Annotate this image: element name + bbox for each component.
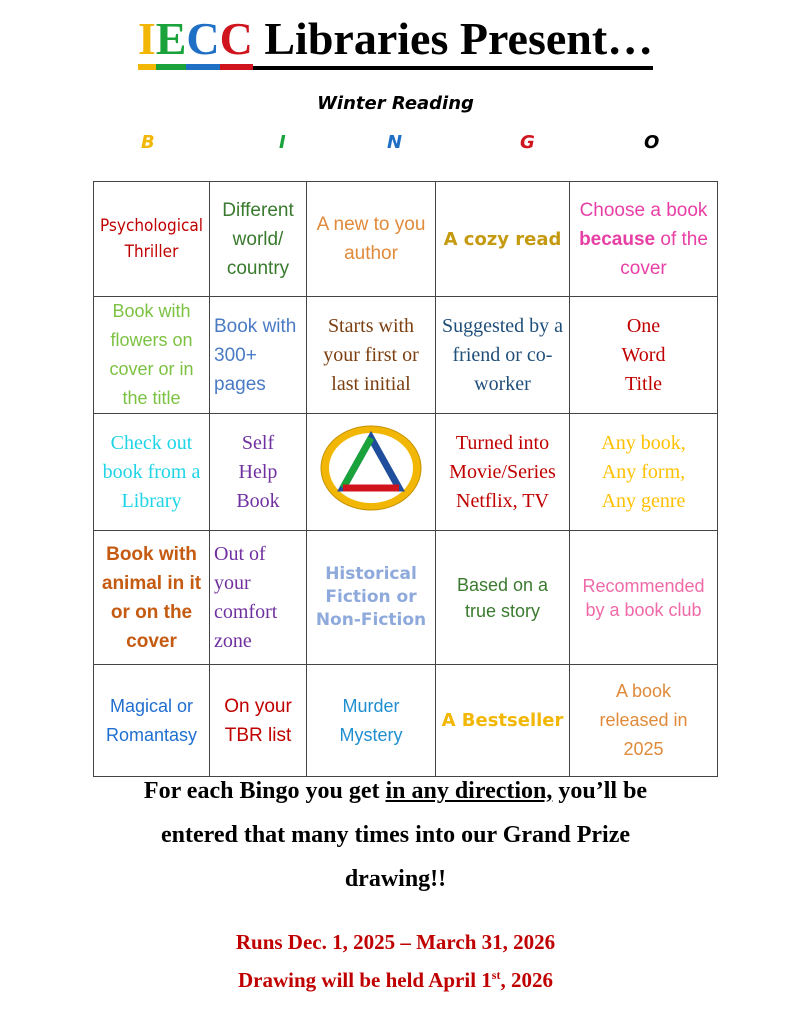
cell-text: Book with 300+ pages — [214, 315, 297, 395]
board-cell — [570, 531, 718, 665]
drawing-text: Drawing will be held April 1 — [238, 968, 492, 992]
subtitle: Winter Reading — [317, 93, 474, 114]
board-row — [94, 531, 718, 665]
board-cell — [94, 414, 210, 531]
iecc-logo-icon — [319, 424, 423, 512]
board-cell — [94, 182, 210, 297]
cell-text: Choose a book — [579, 199, 713, 221]
board-row — [94, 414, 718, 531]
cell-text: Turned into Movie/Series Netflix, TV — [449, 431, 556, 512]
runs-dates: Runs Dec. 1, 2025 – March 31, 2026 — [235, 930, 556, 954]
board-cell — [570, 182, 718, 297]
board-cell — [307, 297, 436, 414]
bingo-letter-i: I — [279, 132, 286, 153]
bingo-rules-line3: drawing!! — [344, 866, 447, 892]
board-cell — [210, 182, 307, 297]
cell-text: Out of your comfort zone — [214, 542, 278, 652]
board-cell — [210, 414, 307, 531]
board-cell — [570, 665, 718, 777]
bingo-rules-line1 — [0, 778, 791, 805]
board-cell — [436, 531, 570, 665]
cell-text: A book released in 2025 — [599, 681, 688, 759]
cell-text: Book with flowers on cover or in the title — [109, 301, 194, 408]
bingo-board — [93, 181, 718, 777]
cell-text: Self Help Book — [236, 431, 280, 512]
bingo-letter-n: N — [387, 132, 403, 153]
board-cell — [436, 182, 570, 297]
cell-text: Based on a true story — [456, 574, 549, 621]
board-cell — [94, 297, 210, 414]
board-cell — [210, 665, 307, 777]
bingo-letter-o: O — [644, 132, 660, 153]
board-cell — [307, 531, 436, 665]
cell-text: Magical or Romantasy — [105, 695, 198, 745]
cell-text: Starts with your first or last initial — [323, 314, 419, 395]
board-cell — [436, 665, 570, 777]
cell-text: of the cover — [620, 228, 714, 279]
rules-text: you’ll be — [552, 778, 648, 804]
board-cell — [210, 531, 307, 665]
bingo-letter-g: G — [520, 132, 535, 153]
cell-text: A new to you author — [316, 214, 426, 264]
board-cell — [436, 414, 570, 531]
brand-letter-e: E — [156, 14, 187, 70]
board-cell — [210, 297, 307, 414]
cell-text: Suggested by a friend or co-worker — [441, 314, 564, 395]
cell-text: Historical Fiction or Non-Fiction — [315, 564, 427, 630]
board-cell-center — [307, 414, 436, 531]
brand-letter-i: I — [138, 14, 156, 70]
cell-text: One Word Title — [621, 314, 666, 395]
rules-text: For each Bingo you get — [143, 778, 386, 804]
board-cell — [307, 182, 436, 297]
title-text: Libraries Present… — [252, 13, 654, 64]
board-cell — [307, 665, 436, 777]
board-row — [94, 297, 718, 414]
brand-letter-c2: C — [220, 14, 253, 70]
rules-emphasis: in any direction, — [385, 778, 553, 804]
title-underline — [138, 14, 653, 70]
cell-text: Book with animal in it or on the cover — [101, 543, 202, 652]
cell-text: Any book, Any form, Any genre — [601, 431, 686, 512]
cell-text: Check out book from a Library — [102, 431, 201, 512]
drawing-year: , 2026 — [500, 968, 553, 992]
board-row — [94, 665, 718, 777]
cell-text: Murder Mystery — [339, 695, 403, 745]
board-cell — [94, 531, 210, 665]
bingo-letter-b: B — [141, 132, 155, 153]
cell-text: On your TBR list — [224, 695, 292, 746]
page-title — [0, 12, 791, 70]
board-cell — [570, 414, 718, 531]
cell-text-bold: because — [579, 228, 656, 250]
cell-text: A cozy read — [443, 228, 562, 250]
board-row — [94, 182, 718, 297]
board-cell — [436, 297, 570, 414]
brand-letter-c1: C — [186, 14, 219, 70]
cell-text: A Bestseller — [441, 710, 564, 731]
bingo-rules-line2: entered that many times into our Grand Prize — [160, 822, 631, 848]
board-cell — [570, 297, 718, 414]
drawing-date — [0, 968, 791, 993]
board-cell — [94, 665, 210, 777]
drawing-ordinal: st — [491, 968, 501, 982]
cell-text: Different world/ country — [222, 199, 294, 279]
cell-text: Psychological Thriller — [100, 216, 203, 262]
cell-text: Recommended by a book club — [582, 575, 705, 620]
